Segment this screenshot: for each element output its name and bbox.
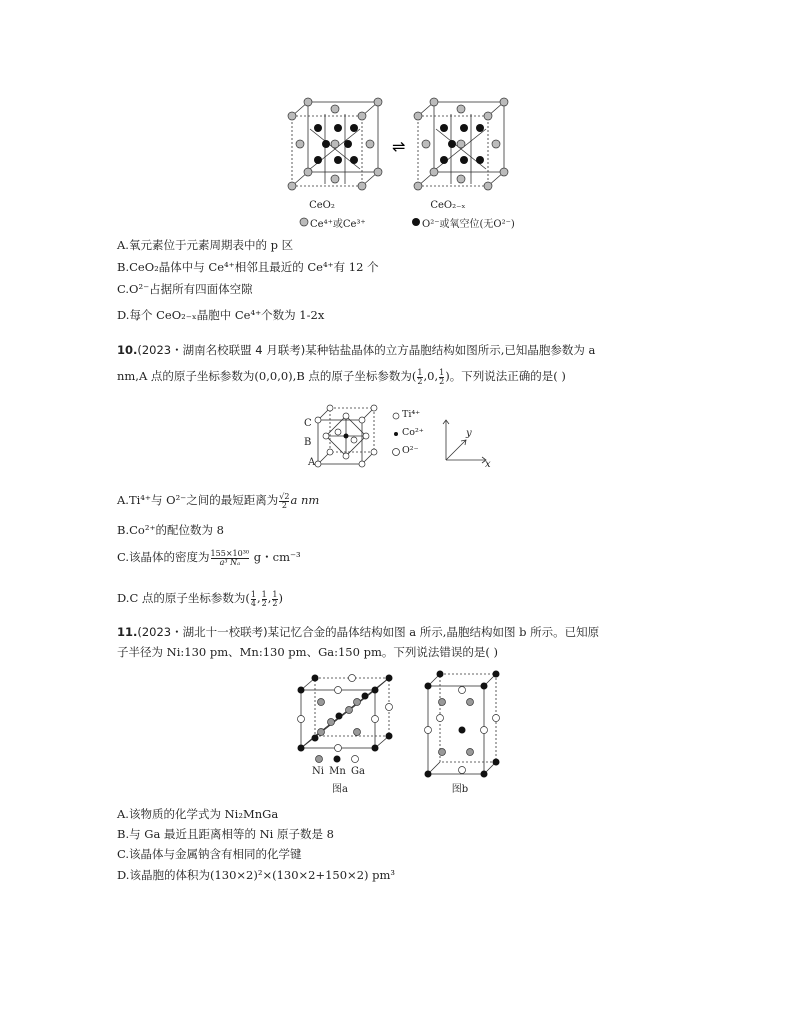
q10-option-c bbox=[117, 549, 301, 567]
q10-stem-line2: nm,A 点的原子坐标参数为(0,0,0),B 点的原子坐标参数为( $\frac{1}{2}$ ,0, $\frac{1}{2}$ )。下列说法正确的是( ) bbox=[117, 367, 566, 386]
q10-label-b: B bbox=[304, 437, 312, 448]
q10-option-d-text: D.C 点的原子坐标参数为( bbox=[117, 591, 250, 605]
legend-black-dot bbox=[412, 218, 420, 226]
q10-option-d: D.C 点的原子坐标参数为( $\frac{1}{4}$ , $\frac{1}{2}$ , $\frac{1}{2}$ ) bbox=[117, 589, 283, 608]
q9-option-b: B.CeO₂晶体中与 Ce⁴⁺相邻且最近的 Ce⁴⁺有 12 个 bbox=[117, 260, 379, 274]
q11-option-c: C.该晶体与金属钠含有相同的化学键 bbox=[117, 847, 302, 861]
q11-source: (2023・湖北十一校联考) bbox=[137, 625, 268, 639]
q10-option-c-frac-bottom: a³ Nₐ bbox=[219, 557, 241, 567]
q10-source: (2023・湖南名校联盟 4 月联考) bbox=[137, 343, 306, 357]
equilibrium-arrow-icon: ⇌ bbox=[392, 137, 406, 156]
q10-option-c-frac-top: 155×10³⁰ bbox=[210, 548, 250, 558]
q11-figure-a bbox=[293, 672, 397, 752]
q10-option-d-post: ) bbox=[278, 591, 283, 605]
q11-legend-ga: Ga bbox=[351, 766, 365, 777]
q11-figure-b bbox=[420, 668, 502, 780]
q11-legend-ni: Ni bbox=[312, 766, 324, 777]
ceo2-cell-right-atoms bbox=[414, 98, 508, 190]
q11-caption-b: 图b bbox=[451, 784, 469, 795]
q9-option-a: A.氧元素位于元素周期表中的 p 区 bbox=[117, 238, 294, 252]
q10-stem-text1: 某种钴盐晶体的立方晶胞结构如图所示,已知晶胞参数为 a bbox=[305, 343, 596, 357]
q10-axis-y-label: y bbox=[466, 428, 472, 439]
q10-option-a-frac-bottom: 2 bbox=[281, 500, 287, 510]
q10-option-d-frac-2: $\frac{1}{2}$ bbox=[261, 589, 267, 608]
q10-stem-text2b: )。下列说法正确的是( ) bbox=[445, 369, 566, 383]
q11-stem-line1 bbox=[117, 624, 599, 640]
q11-caption-a: 图a bbox=[332, 784, 348, 795]
q11-option-a: A.该物质的化学式为 Ni₂MnGa bbox=[117, 807, 279, 821]
q10-stem-line1 bbox=[117, 342, 595, 358]
q10-option-a-frac-top: √2 bbox=[279, 491, 290, 501]
q11-legend-mn: Mn bbox=[329, 766, 346, 777]
q10-option-c-post: g・cm⁻³ bbox=[253, 550, 301, 564]
q10-axis-x-label: x bbox=[485, 459, 491, 470]
q9-option-c: C.O²⁻占据所有四面体空隙 bbox=[117, 282, 253, 296]
legend-gray-dot bbox=[300, 218, 308, 226]
ceo2-cell-left-atoms bbox=[288, 98, 382, 190]
q10-option-a-post: a nm bbox=[290, 493, 320, 507]
ceo2-figure bbox=[270, 94, 540, 234]
q10-option-b: B.Co²⁺的配位数为 8 bbox=[117, 523, 224, 537]
q10-option-d-frac-3: $\frac{1}{2}$ bbox=[272, 589, 278, 608]
q10-option-a-text: A.Ti⁴⁺与 O²⁻之间的最短距离为 bbox=[117, 493, 279, 507]
q11-option-d: D.该晶胞的体积为(130×2)²×(130×2+150×2) pm³ bbox=[117, 868, 396, 882]
q10-b-coord-x: $\frac{1}{2}$ bbox=[417, 367, 423, 386]
q11-stem-line2: 子半径为 Ni:130 pm、Mn:130 pm、Ga:150 pm。下列说法错误的是( ) bbox=[117, 645, 498, 659]
q10-option-a-frac bbox=[279, 493, 289, 510]
q11-legend-labels bbox=[312, 766, 365, 777]
q11-option-b: B.与 Ga 最近且距离相等的 Ni 原子数是 8 bbox=[117, 827, 334, 841]
q10-stem-text2a: nm,A 点的原子坐标参数为(0,0,0),B 点的原子坐标参数为( bbox=[117, 369, 417, 383]
q11-number: 11. bbox=[117, 625, 138, 639]
q10-number: 10. bbox=[117, 343, 138, 357]
q11-stem-text1: 某记忆合金的晶体结构如图 a 所示,晶胞结构如图 b 所示。已知原 bbox=[267, 625, 600, 639]
q10-option-a bbox=[117, 492, 319, 510]
q10-option-c-text: C.该晶体的密度为 bbox=[117, 550, 210, 564]
q10-legend-o: O²⁻ bbox=[402, 445, 419, 456]
q9-option-d: D.每个 CeO₂₋ₓ晶胞中 Ce⁴⁺个数为 1-2x bbox=[117, 308, 325, 322]
q11-legend-markers bbox=[311, 753, 371, 765]
label-ceo2-x: CeO₂₋ₓ bbox=[430, 200, 466, 211]
label-ceo2: CeO₂ bbox=[309, 200, 335, 211]
q10-option-c-frac bbox=[211, 550, 250, 567]
q10-legend-co: Co²⁺ bbox=[402, 427, 424, 438]
legend-gray-label: Ce⁴⁺或Ce³⁺ bbox=[310, 219, 366, 230]
q10-legend-ti: Ti⁴⁺ bbox=[402, 409, 421, 420]
q10-label-c: C bbox=[304, 418, 312, 429]
q10-label-a: A bbox=[308, 457, 316, 468]
q10-b-coord-z: $\frac{1}{2}$ bbox=[439, 367, 445, 386]
legend-black-label: O²⁻或氧空位(无O²⁻) bbox=[422, 219, 515, 230]
q10-option-d-frac-1: $\frac{1}{4}$ bbox=[250, 589, 256, 608]
